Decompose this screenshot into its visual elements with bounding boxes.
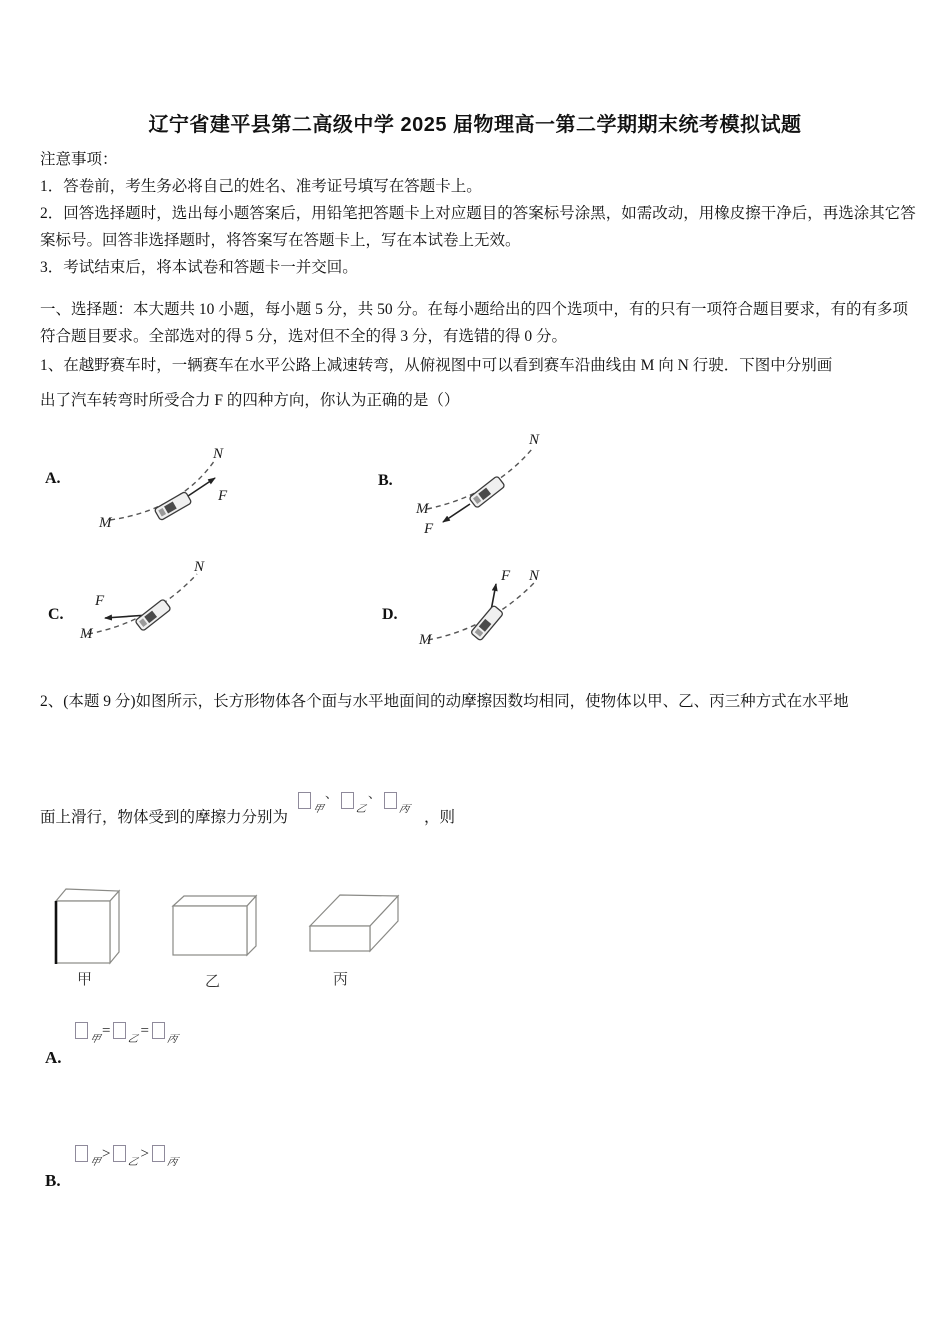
race-car [470, 605, 503, 641]
q2-line2-prefix: 面上滑行，物体受到的摩擦力分别为 [40, 809, 289, 826]
q2-choice-a-formula [75, 1022, 178, 1047]
section-1-heading: 一、选择题：本大题共 10 小题，每小题 5 分，共 50 分。在每小题给出的四个选项中，有的只有一项符合题目要求，有的有多项符合题目要求。全部选对的得 5 分，选对但不全的得 3 分，有选错的得 0 分。 [40, 301, 909, 345]
friction-formula [298, 780, 410, 817]
formula-subscript: 甲 [88, 1157, 102, 1168]
missing-glyph-box [113, 1022, 126, 1039]
formula-subscript: 乙 [127, 1157, 140, 1168]
note-item-2: 2．回答选择题时，选出每小题答案后，用铅笔把答题卡上对应题目的答案标号涂黑，如需改动，用橡皮擦干净后，再选涂其它答案标号。回答非选择题时，将答案写在答题卡上，写在本试卷上无效。 [40, 205, 916, 249]
point-n-label: N [529, 432, 540, 448]
formula-subscript: 乙 [354, 804, 368, 815]
q2-choice-b-label: B. [45, 1171, 61, 1190]
note-item-3: 3．考试结束后，将本试卷和答题卡一并交回。 [40, 259, 358, 276]
question-1-text [40, 352, 918, 414]
question-2-line-1: 2、(本题 9 分)如图所示，长方形物体各个面与水平地面间的动摩擦因数均相同，使物体以甲、乙、丙三种方式在水平地 [40, 693, 849, 710]
block-label-yi: 乙 [205, 974, 221, 990]
question-2-line-2 [40, 786, 918, 831]
force-f-label: F [424, 521, 434, 537]
point-m-label: M [419, 632, 432, 648]
point-n-label: N [529, 568, 540, 584]
point-n-label: N [213, 446, 224, 462]
missing-glyph-box [75, 1022, 88, 1039]
q1-option-a-label: A. [45, 470, 61, 487]
page-title: 辽宁省建平县第二高级中学 2025 届物理高一第二学期期末统考模拟试题 [148, 114, 802, 136]
formula-separator: 、 [325, 786, 339, 801]
relation-operator: = [102, 1023, 111, 1039]
formula-separator: 、 [368, 786, 382, 801]
missing-glyph-box [152, 1145, 165, 1162]
missing-glyph-box [152, 1022, 165, 1039]
friction-term-bing [384, 792, 410, 817]
point-m-label: M [416, 501, 429, 517]
question-1-line-1: 1、在越野赛车时，一辆赛车在水平公路上减速转弯，从俯视图中可以看到赛车沿曲线由 M 向 N 行驶．下图中分别画 [40, 357, 833, 374]
missing-glyph-box [341, 792, 354, 809]
point-n-label: N [194, 559, 205, 575]
point-m-label: M [80, 626, 93, 642]
note-item-1: 1．答卷前，考生务必将自己的姓名、准考证号填写在答题卡上。 [40, 178, 482, 195]
diagram-option-a [85, 428, 250, 540]
relation-operator: = [140, 1023, 149, 1039]
q1-option-c-label: C. [48, 606, 64, 623]
force-f-label: F [218, 488, 228, 504]
force-f-label: F [95, 593, 105, 609]
force-f-label: F [501, 568, 511, 584]
formula-subscript: 丙 [165, 1157, 179, 1168]
missing-glyph-box [384, 792, 397, 809]
force-arrow [443, 504, 470, 522]
exam-notes [40, 146, 918, 281]
notes-heading: 注意事项： [40, 151, 118, 168]
formula-subscript: 乙 [127, 1034, 140, 1045]
force-arrow [185, 478, 215, 498]
relation-operator: > [140, 1146, 149, 1162]
race-car [154, 491, 192, 520]
formula-subscript: 甲 [88, 1034, 102, 1045]
block-jia [56, 889, 119, 988]
q1-option-d-label: D. [382, 606, 398, 623]
formula-subscript: 甲 [311, 804, 325, 815]
relation-operator: > [102, 1146, 111, 1162]
question-2-text [40, 688, 918, 715]
missing-glyph-box [298, 792, 311, 809]
friction-term-jia [298, 792, 324, 817]
question-1-line-2: 出了汽车转弯时所受合力 F 的四种方向，你认为正确的是（） [40, 392, 460, 409]
missing-glyph-box [113, 1145, 126, 1162]
q1-option-b-label: B. [378, 472, 393, 489]
q2-choice-b-formula [75, 1145, 178, 1170]
diagram-option-c [60, 558, 240, 658]
q2-line2-suffix: ，则 [424, 809, 456, 826]
block-figure [45, 878, 435, 996]
diagram-option-b [415, 425, 570, 540]
race-car [469, 476, 505, 508]
block-label-jia: 甲 [77, 972, 93, 988]
point-m-label: M [99, 515, 112, 531]
diagram-option-d [400, 558, 580, 663]
block-label-bing: 丙 [333, 972, 349, 988]
q2-choice-a-label: A. [45, 1048, 62, 1067]
block-yi [173, 896, 256, 990]
missing-glyph-box [75, 1145, 88, 1162]
formula-subscript: 丙 [397, 804, 411, 815]
friction-term-yi [341, 792, 367, 817]
formula-subscript: 丙 [165, 1034, 179, 1045]
block-bing [310, 895, 398, 988]
